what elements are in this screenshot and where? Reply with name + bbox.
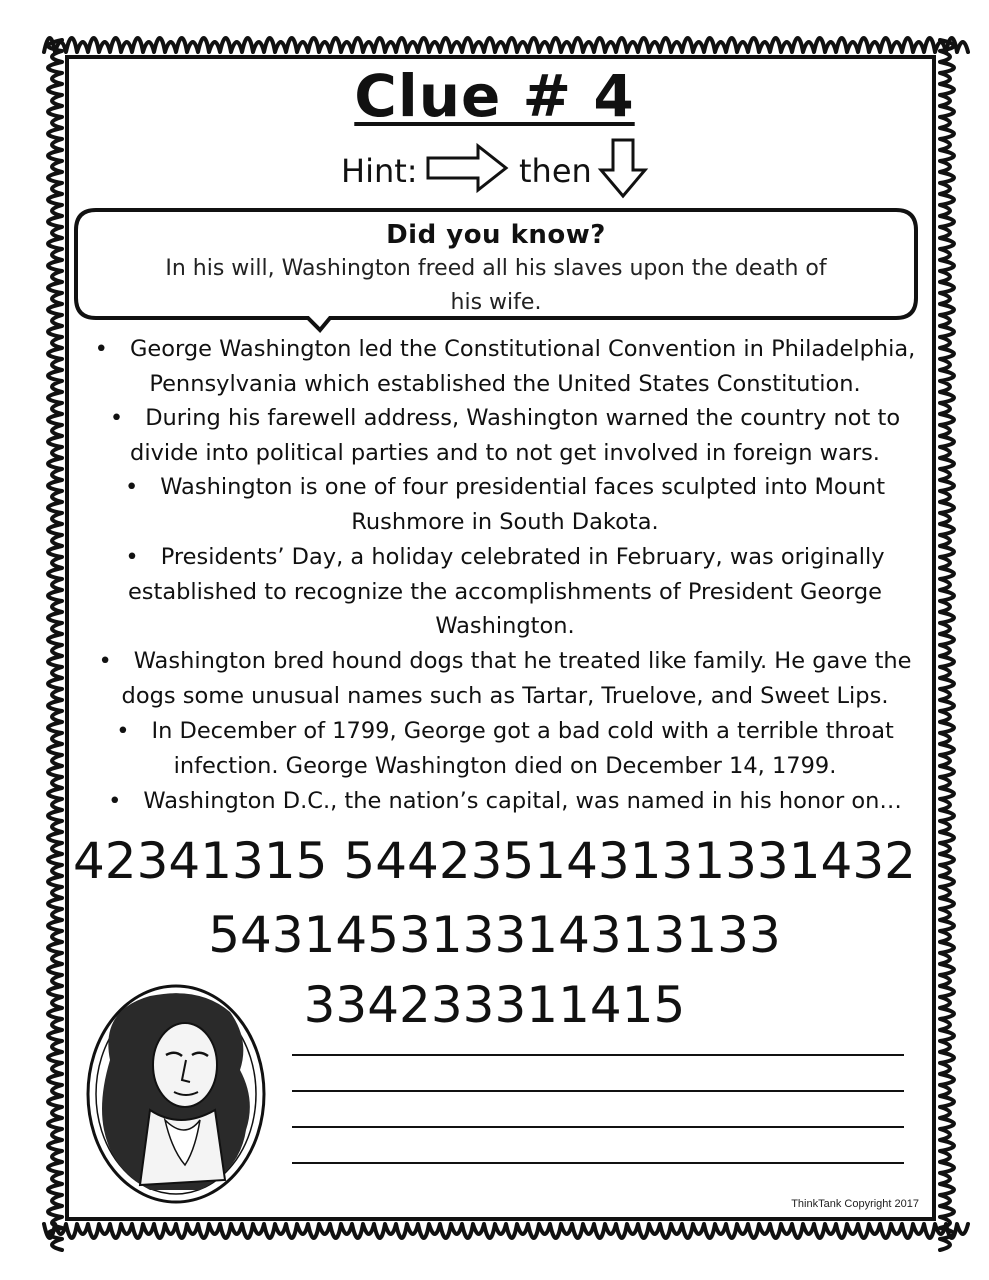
code-line: 42341315 544235143131331432 <box>73 832 916 890</box>
fact-item: • During his farewell address, Washington warned the country not to divide into political parties and to not get involved in foreign wars. <box>109 405 901 466</box>
page-title: Clue # 4 <box>354 62 635 130</box>
did-you-know-section <box>90 220 902 320</box>
fact-item: • In December of 1799, George got a bad cold with a terrible throat infection. George Washington died on December 14, 1799. <box>116 718 894 779</box>
answer-line[interactable] <box>292 1162 904 1164</box>
hint-then-word: then <box>519 152 592 190</box>
did-you-know-heading: Did you know? <box>386 220 606 250</box>
copyright-text: ThinkTank Copyright 2017 <box>791 1198 919 1210</box>
fact-item: • Presidents’ Day, a holiday celebrated in February, was originally established to recognize the accomplishments of President George Washington. <box>125 544 885 639</box>
hint-label: Hint: <box>341 152 418 190</box>
answer-line[interactable] <box>292 1090 904 1092</box>
fact-item: • Washington bred hound dogs that he treated like family. He gave the dogs some unusual names such as Tartar, Truelove, and Sweet Lips. <box>98 648 912 709</box>
did-you-know-text: In his will, Washington freed all his slaves upon the death of his wife. <box>165 256 827 315</box>
answer-line[interactable] <box>292 1054 904 1056</box>
fact-item: • George Washington led the Constitutional Convention in Philadelphia, Pennsylvania which established the United States Constitution. <box>94 336 916 397</box>
code-line: 543145313314313133 <box>208 906 781 964</box>
answer-line[interactable] <box>292 1126 904 1128</box>
fact-item: • Washington is one of four presidential faces sculpted into Mount Rushmore in South Dakota. <box>124 474 886 535</box>
code-line: 334233311415 <box>303 976 686 1034</box>
hint-row <box>0 140 989 200</box>
fact-item: • Washington D.C., the nation’s capital, was named in his honor on… <box>108 788 902 814</box>
